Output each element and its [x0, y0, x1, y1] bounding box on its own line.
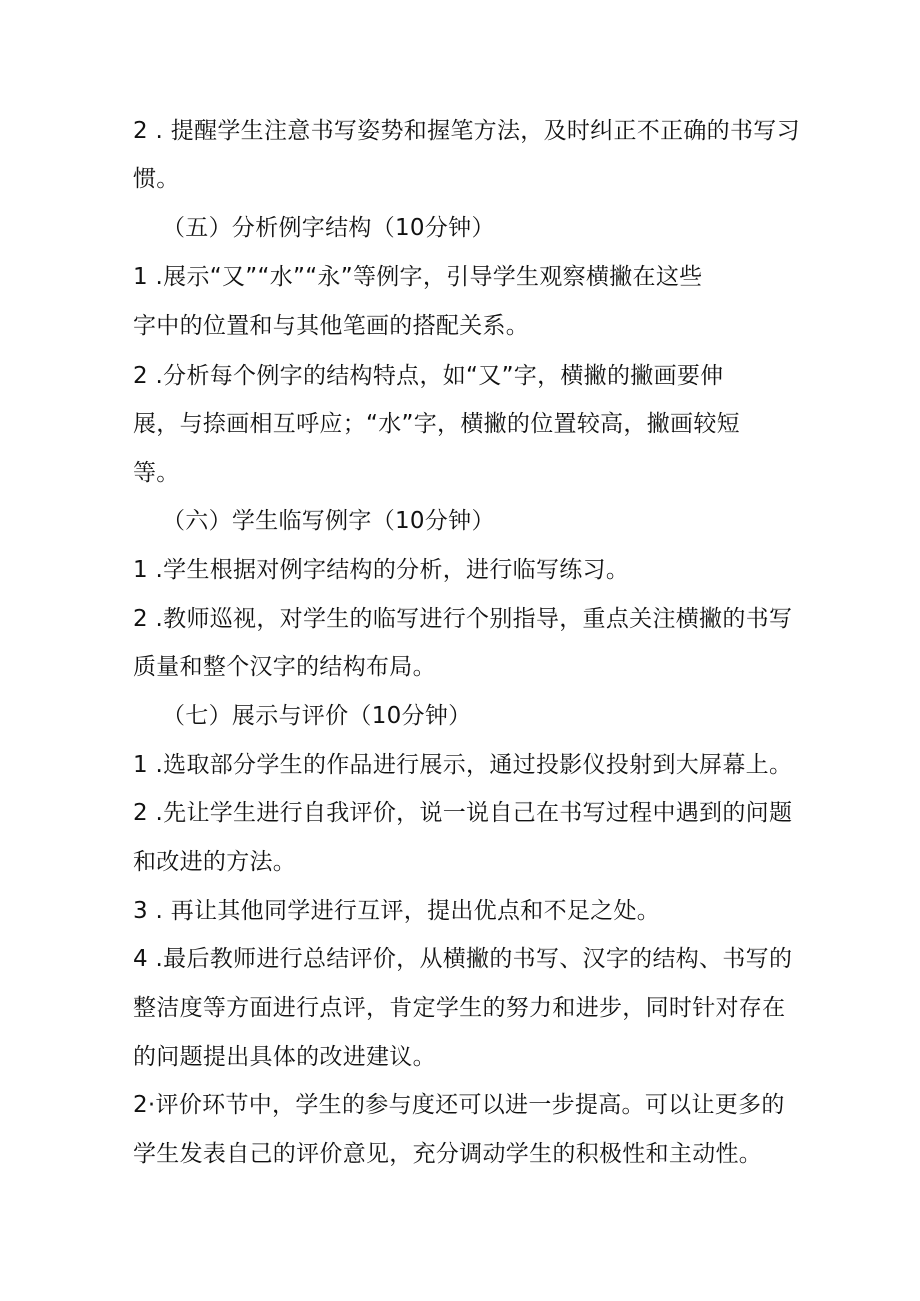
section-heading: （七）展示与评价（10分钟）: [162, 703, 472, 729]
section-heading: （五）分析例字结构（10分钟）: [162, 215, 495, 241]
paragraph-line: 和改进的方法。: [133, 849, 297, 875]
paragraph-line: 2 .教师巡视，对学生的临写进行个别指导，重点关注横撇的书写: [133, 606, 793, 632]
paragraph-line: 整洁度等方面进行点评，肯定学生的努力和进步，同时针对存在: [133, 995, 786, 1021]
paragraph-line: 2·评价环节中，学生的参与度还可以进一步提高。可以让更多的: [133, 1092, 785, 1118]
paragraph-line: 1 .学生根据对例字结构的分析，进行临写练习。: [133, 557, 630, 583]
paragraph-line: 1 .展示“又”“水”“永”等例字，引导学生观察横撇在这些: [133, 264, 703, 290]
paragraph-line: 2 .分析每个例字的结构特点，如“又”字，横撇的撇画要伸: [133, 363, 724, 389]
paragraph-line: 字中的位置和与其他笔画的搭配关系。: [133, 313, 530, 339]
paragraph-line: 等。: [133, 460, 180, 486]
paragraph-line: 4 .最后教师进行总结评价，从横撇的书写、汉字的结构、书写的: [133, 946, 793, 972]
paragraph-line: 1 .选取部分学生的作品进行展示，通过投影仪投射到大屏幕上。: [133, 752, 793, 778]
paragraph-line: 的问题提出具体的改进建议。: [133, 1044, 436, 1070]
section-heading: （六）学生临写例字（10分钟）: [162, 508, 495, 534]
paragraph-line: 质量和整个汉字的结构布局。: [133, 654, 436, 680]
paragraph-line: 惯。: [133, 166, 180, 192]
paragraph-line: 3 . 再让其他同学进行互评，提出优点和不足之处。: [133, 898, 661, 924]
paragraph-line: 学生发表自己的评价意见，充分调动学生的积极性和主动性。: [133, 1141, 763, 1167]
paragraph-line: 2 . 提醒学生注意书写姿势和握笔方法，及时纠正不正确的书写习: [133, 118, 800, 144]
paragraph-line: 2 .先让学生进行自我评价，说一说自己在书写过程中遇到的问题: [133, 800, 793, 826]
paragraph-line: 展，与捺画相互呼应；“水”字，横撇的位置较高，撇画较短: [133, 411, 740, 437]
